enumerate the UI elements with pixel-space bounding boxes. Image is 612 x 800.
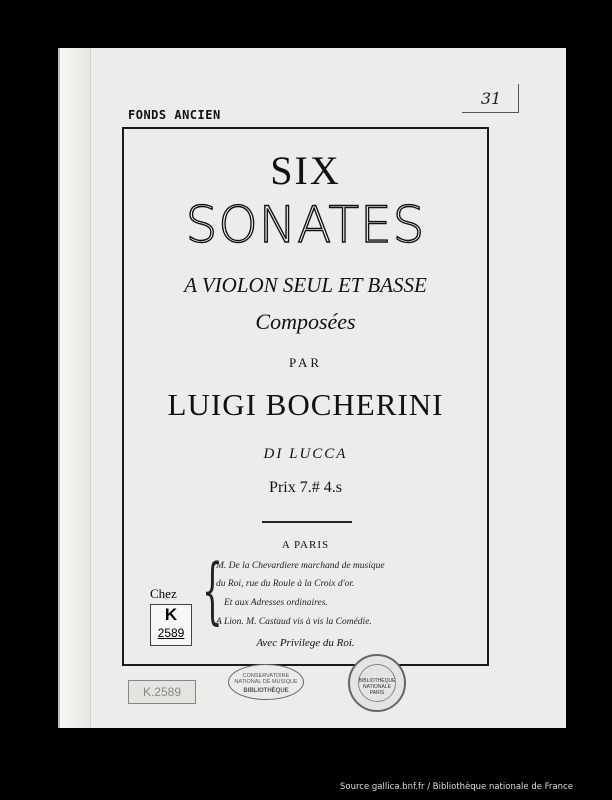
source-credit: Source gallica.bnf.fr / Bibliothèque nationale de France <box>340 782 573 792</box>
title-frame <box>122 127 489 666</box>
call-number-label <box>150 604 192 646</box>
divider-rule <box>262 521 352 523</box>
composer-name: LUIGI BOCHERINI <box>167 387 444 422</box>
call-number-letter: K <box>164 605 178 624</box>
address-line: M. De la Chevardiere marchand de musique <box>216 561 385 571</box>
title-instrumentation: A VIOLON SEUL ET BASSE <box>184 273 427 297</box>
composer-origin: DI LUCCA <box>263 446 348 462</box>
oval-stamp-text: CONSERVATOIRE NATIONAL DE MUSIQUE <box>234 673 298 685</box>
title-sonates: SONATES <box>185 196 426 254</box>
title-composees: Composées <box>255 309 356 334</box>
title-six: SIX <box>270 148 341 193</box>
chez-label: Chez <box>150 586 177 601</box>
fonds-label: FONDS ANCIEN <box>128 108 221 122</box>
address-line: du Roi, rue du Roule à la Croix d'or. <box>216 579 355 589</box>
title-par: PAR <box>288 355 323 370</box>
address-line: A Lion. M. Castaud vis à vis la Comédie. <box>216 617 372 627</box>
round-stamp-text: BIBLIOTHÈQUE NATIONALE PARIS <box>358 678 396 696</box>
address-line: Et aux Adresses ordinaires. <box>224 598 328 608</box>
publication-place: A PARIS <box>281 539 330 551</box>
call-number-value: 2589 <box>157 626 185 640</box>
brace-glyph: { <box>202 548 223 632</box>
price: Prix 7.# 4.s <box>269 479 342 496</box>
page-fold <box>60 48 91 728</box>
bnf-round-stamp <box>348 654 406 712</box>
oval-stamp-subtext: BIBLIOTHÈQUE <box>243 688 289 694</box>
privilege-line: Avec Privilege du Roi. <box>256 637 355 649</box>
conservatoire-stamp <box>228 664 304 700</box>
shelfmark-handwritten: 31 <box>480 89 502 108</box>
pencil-call-number: K.2589 <box>128 680 196 704</box>
